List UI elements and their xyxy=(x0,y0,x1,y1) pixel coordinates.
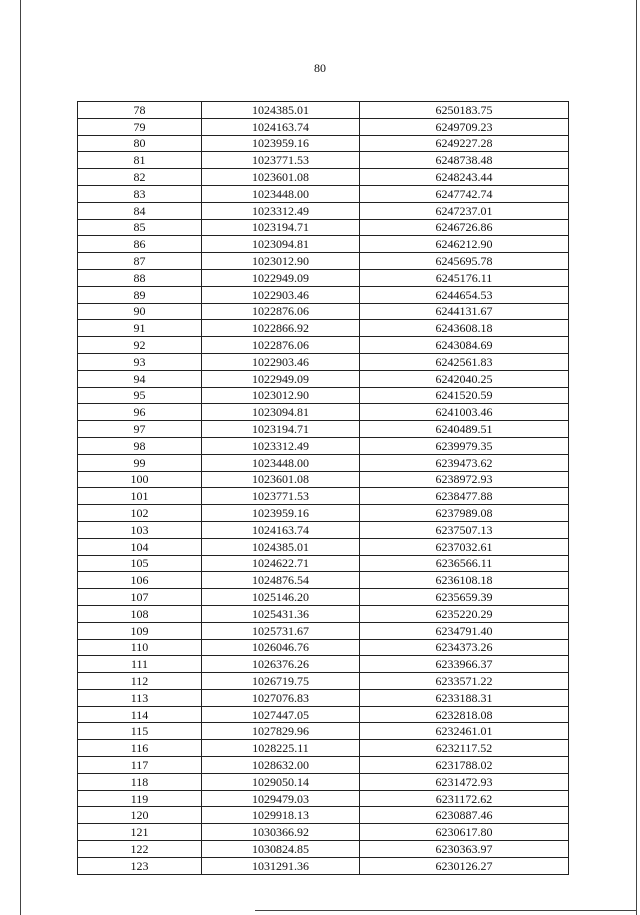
point-number-cell: 99 xyxy=(78,454,202,471)
table-row xyxy=(78,118,569,135)
x-coordinate-cell: 1023771.53 xyxy=(202,152,360,169)
y-coordinate-cell: 6246212.90 xyxy=(360,236,569,253)
point-number-cell: 105 xyxy=(78,555,202,572)
y-coordinate-cell: 6236566.11 xyxy=(360,555,569,572)
table-row xyxy=(78,505,569,522)
point-number-cell: 115 xyxy=(78,723,202,740)
x-coordinate-cell: 1024876.54 xyxy=(202,572,360,589)
y-coordinate-cell: 6242561.83 xyxy=(360,353,569,370)
y-coordinate-cell: 6237507.13 xyxy=(360,521,569,538)
x-coordinate-cell: 1023012.90 xyxy=(202,253,360,270)
point-number-cell: 94 xyxy=(78,370,202,387)
point-number-cell: 79 xyxy=(78,118,202,135)
y-coordinate-cell: 6239473.62 xyxy=(360,454,569,471)
table-row xyxy=(78,757,569,774)
x-coordinate-cell: 1029918.13 xyxy=(202,807,360,824)
y-coordinate-cell: 6244654.53 xyxy=(360,286,569,303)
point-number-cell: 90 xyxy=(78,303,202,320)
x-coordinate-cell: 1026376.26 xyxy=(202,656,360,673)
point-number-cell: 104 xyxy=(78,538,202,555)
table-row xyxy=(78,437,569,454)
y-coordinate-cell: 6244131.67 xyxy=(360,303,569,320)
y-coordinate-cell: 6232117.52 xyxy=(360,740,569,757)
table-row xyxy=(78,353,569,370)
point-number-cell: 102 xyxy=(78,505,202,522)
y-coordinate-cell: 6231788.02 xyxy=(360,757,569,774)
table-row xyxy=(78,488,569,505)
x-coordinate-cell: 1023094.81 xyxy=(202,404,360,421)
y-coordinate-cell: 6247742.74 xyxy=(360,185,569,202)
point-number-cell: 98 xyxy=(78,437,202,454)
point-number-cell: 101 xyxy=(78,488,202,505)
point-number-cell: 80 xyxy=(78,135,202,152)
x-coordinate-cell: 1025146.20 xyxy=(202,589,360,606)
table-row xyxy=(78,773,569,790)
table-row xyxy=(78,169,569,186)
y-coordinate-cell: 6241520.59 xyxy=(360,387,569,404)
x-coordinate-cell: 1022876.06 xyxy=(202,337,360,354)
table-row xyxy=(78,337,569,354)
y-coordinate-cell: 6230617.80 xyxy=(360,824,569,841)
table-row xyxy=(78,807,569,824)
x-coordinate-cell: 1023312.49 xyxy=(202,437,360,454)
x-coordinate-cell: 1023771.53 xyxy=(202,488,360,505)
y-coordinate-cell: 6233966.37 xyxy=(360,656,569,673)
y-coordinate-cell: 6238477.88 xyxy=(360,488,569,505)
point-number-cell: 117 xyxy=(78,757,202,774)
x-coordinate-cell: 1025731.67 xyxy=(202,622,360,639)
x-coordinate-cell: 1023012.90 xyxy=(202,387,360,404)
point-number-cell: 121 xyxy=(78,824,202,841)
table-row xyxy=(78,740,569,757)
y-coordinate-cell: 6232461.01 xyxy=(360,723,569,740)
x-coordinate-cell: 1022876.06 xyxy=(202,303,360,320)
point-number-cell: 81 xyxy=(78,152,202,169)
table-row xyxy=(78,370,569,387)
table-row xyxy=(78,723,569,740)
point-number-cell: 86 xyxy=(78,236,202,253)
point-number-cell: 88 xyxy=(78,269,202,286)
x-coordinate-cell: 1030824.85 xyxy=(202,841,360,858)
point-number-cell: 103 xyxy=(78,521,202,538)
page-frame-left-edge xyxy=(20,0,21,915)
y-coordinate-cell: 6236108.18 xyxy=(360,572,569,589)
x-coordinate-cell: 1026046.76 xyxy=(202,639,360,656)
x-coordinate-cell: 1029479.03 xyxy=(202,790,360,807)
point-number-cell: 114 xyxy=(78,706,202,723)
table-row xyxy=(78,152,569,169)
table-row xyxy=(78,236,569,253)
table-row xyxy=(78,689,569,706)
y-coordinate-cell: 6232818.08 xyxy=(360,706,569,723)
point-number-cell: 93 xyxy=(78,353,202,370)
point-number-cell: 97 xyxy=(78,421,202,438)
point-number-cell: 111 xyxy=(78,656,202,673)
x-coordinate-cell: 1027829.96 xyxy=(202,723,360,740)
point-number-cell: 87 xyxy=(78,253,202,270)
y-coordinate-cell: 6242040.25 xyxy=(360,370,569,387)
x-coordinate-cell: 1024163.74 xyxy=(202,118,360,135)
table-row xyxy=(78,471,569,488)
point-number-cell: 83 xyxy=(78,185,202,202)
page-frame-bottom-edge xyxy=(255,910,636,911)
table-row xyxy=(78,269,569,286)
table-row xyxy=(78,387,569,404)
x-coordinate-cell: 1022866.92 xyxy=(202,320,360,337)
y-coordinate-cell: 6230126.27 xyxy=(360,857,569,874)
x-coordinate-cell: 1022949.09 xyxy=(202,269,360,286)
y-coordinate-cell: 6245176.11 xyxy=(360,269,569,286)
x-coordinate-cell: 1028632.00 xyxy=(202,757,360,774)
point-number-cell: 116 xyxy=(78,740,202,757)
y-coordinate-cell: 6249709.23 xyxy=(360,118,569,135)
table-row xyxy=(78,790,569,807)
x-coordinate-cell: 1023959.16 xyxy=(202,135,360,152)
x-coordinate-cell: 1023312.49 xyxy=(202,202,360,219)
y-coordinate-cell: 6235220.29 xyxy=(360,605,569,622)
x-coordinate-cell: 1028225.11 xyxy=(202,740,360,757)
y-coordinate-cell: 6248243.44 xyxy=(360,169,569,186)
table-row xyxy=(78,185,569,202)
table-row xyxy=(78,253,569,270)
point-number-cell: 84 xyxy=(78,202,202,219)
table-row xyxy=(78,202,569,219)
x-coordinate-cell: 1024622.71 xyxy=(202,555,360,572)
table-row xyxy=(78,521,569,538)
x-coordinate-cell: 1023448.00 xyxy=(202,185,360,202)
y-coordinate-cell: 6237032.61 xyxy=(360,538,569,555)
point-number-cell: 108 xyxy=(78,605,202,622)
x-coordinate-cell: 1030366.92 xyxy=(202,824,360,841)
x-coordinate-cell: 1024163.74 xyxy=(202,521,360,538)
y-coordinate-cell: 6234373.26 xyxy=(360,639,569,656)
point-number-cell: 100 xyxy=(78,471,202,488)
x-coordinate-cell: 1023959.16 xyxy=(202,505,360,522)
y-coordinate-cell: 6231472.93 xyxy=(360,773,569,790)
y-coordinate-cell: 6231172.62 xyxy=(360,790,569,807)
table-row xyxy=(78,286,569,303)
table-row xyxy=(78,538,569,555)
table-row xyxy=(78,572,569,589)
x-coordinate-cell: 1023194.71 xyxy=(202,421,360,438)
y-coordinate-cell: 6237989.08 xyxy=(360,505,569,522)
table-row xyxy=(78,320,569,337)
y-coordinate-cell: 6230363.97 xyxy=(360,841,569,858)
point-number-cell: 91 xyxy=(78,320,202,337)
page-frame-right-edge xyxy=(636,0,637,915)
point-number-cell: 107 xyxy=(78,589,202,606)
x-coordinate-cell: 1023194.71 xyxy=(202,219,360,236)
table-row xyxy=(78,454,569,471)
y-coordinate-cell: 6230887.46 xyxy=(360,807,569,824)
y-coordinate-cell: 6234791.40 xyxy=(360,622,569,639)
x-coordinate-cell: 1023094.81 xyxy=(202,236,360,253)
x-coordinate-cell: 1031291.36 xyxy=(202,857,360,874)
x-coordinate-cell: 1027447.05 xyxy=(202,706,360,723)
table-row xyxy=(78,605,569,622)
point-number-cell: 106 xyxy=(78,572,202,589)
table-row xyxy=(78,622,569,639)
x-coordinate-cell: 1025431.36 xyxy=(202,605,360,622)
table-row xyxy=(78,857,569,874)
table-row xyxy=(78,421,569,438)
y-coordinate-cell: 6238972.93 xyxy=(360,471,569,488)
y-coordinate-cell: 6243084.69 xyxy=(360,337,569,354)
point-number-cell: 119 xyxy=(78,790,202,807)
table-row xyxy=(78,219,569,236)
table-row xyxy=(78,673,569,690)
coordinates-table-body xyxy=(78,102,569,875)
y-coordinate-cell: 6248738.48 xyxy=(360,152,569,169)
point-number-cell: 113 xyxy=(78,689,202,706)
x-coordinate-cell: 1024385.01 xyxy=(202,102,360,119)
x-coordinate-cell: 1022903.46 xyxy=(202,286,360,303)
point-number-cell: 78 xyxy=(78,102,202,119)
x-coordinate-cell: 1026719.75 xyxy=(202,673,360,690)
y-coordinate-cell: 6235659.39 xyxy=(360,589,569,606)
x-coordinate-cell: 1023601.08 xyxy=(202,169,360,186)
y-coordinate-cell: 6233188.31 xyxy=(360,689,569,706)
point-number-cell: 85 xyxy=(78,219,202,236)
table-row xyxy=(78,841,569,858)
y-coordinate-cell: 6250183.75 xyxy=(360,102,569,119)
table-row xyxy=(78,706,569,723)
x-coordinate-cell: 1023448.00 xyxy=(202,454,360,471)
point-number-cell: 112 xyxy=(78,673,202,690)
y-coordinate-cell: 6241003.46 xyxy=(360,404,569,421)
x-coordinate-cell: 1023601.08 xyxy=(202,471,360,488)
x-coordinate-cell: 1022903.46 xyxy=(202,353,360,370)
y-coordinate-cell: 6247237.01 xyxy=(360,202,569,219)
table-row xyxy=(78,555,569,572)
table-row xyxy=(78,303,569,320)
point-number-cell: 109 xyxy=(78,622,202,639)
y-coordinate-cell: 6246726.86 xyxy=(360,219,569,236)
point-number-cell: 122 xyxy=(78,841,202,858)
y-coordinate-cell: 6245695.78 xyxy=(360,253,569,270)
y-coordinate-cell: 6243608.18 xyxy=(360,320,569,337)
point-number-cell: 92 xyxy=(78,337,202,354)
point-number-cell: 118 xyxy=(78,773,202,790)
table-row xyxy=(78,102,569,119)
table-row xyxy=(78,135,569,152)
point-number-cell: 123 xyxy=(78,857,202,874)
y-coordinate-cell: 6249227.28 xyxy=(360,135,569,152)
x-coordinate-cell: 1027076.83 xyxy=(202,689,360,706)
x-coordinate-cell: 1024385.01 xyxy=(202,538,360,555)
point-number-cell: 120 xyxy=(78,807,202,824)
coordinates-table xyxy=(77,101,569,875)
table-row xyxy=(78,656,569,673)
point-number-cell: 82 xyxy=(78,169,202,186)
x-coordinate-cell: 1022949.09 xyxy=(202,370,360,387)
y-coordinate-cell: 6240489.51 xyxy=(360,421,569,438)
page-number: 80 xyxy=(314,61,326,75)
table-row xyxy=(78,589,569,606)
point-number-cell: 95 xyxy=(78,387,202,404)
point-number-cell: 96 xyxy=(78,404,202,421)
table-row xyxy=(78,404,569,421)
point-number-cell: 110 xyxy=(78,639,202,656)
y-coordinate-cell: 6239979.35 xyxy=(360,437,569,454)
x-coordinate-cell: 1029050.14 xyxy=(202,773,360,790)
y-coordinate-cell: 6233571.22 xyxy=(360,673,569,690)
point-number-cell: 89 xyxy=(78,286,202,303)
table-row xyxy=(78,639,569,656)
table-row xyxy=(78,824,569,841)
